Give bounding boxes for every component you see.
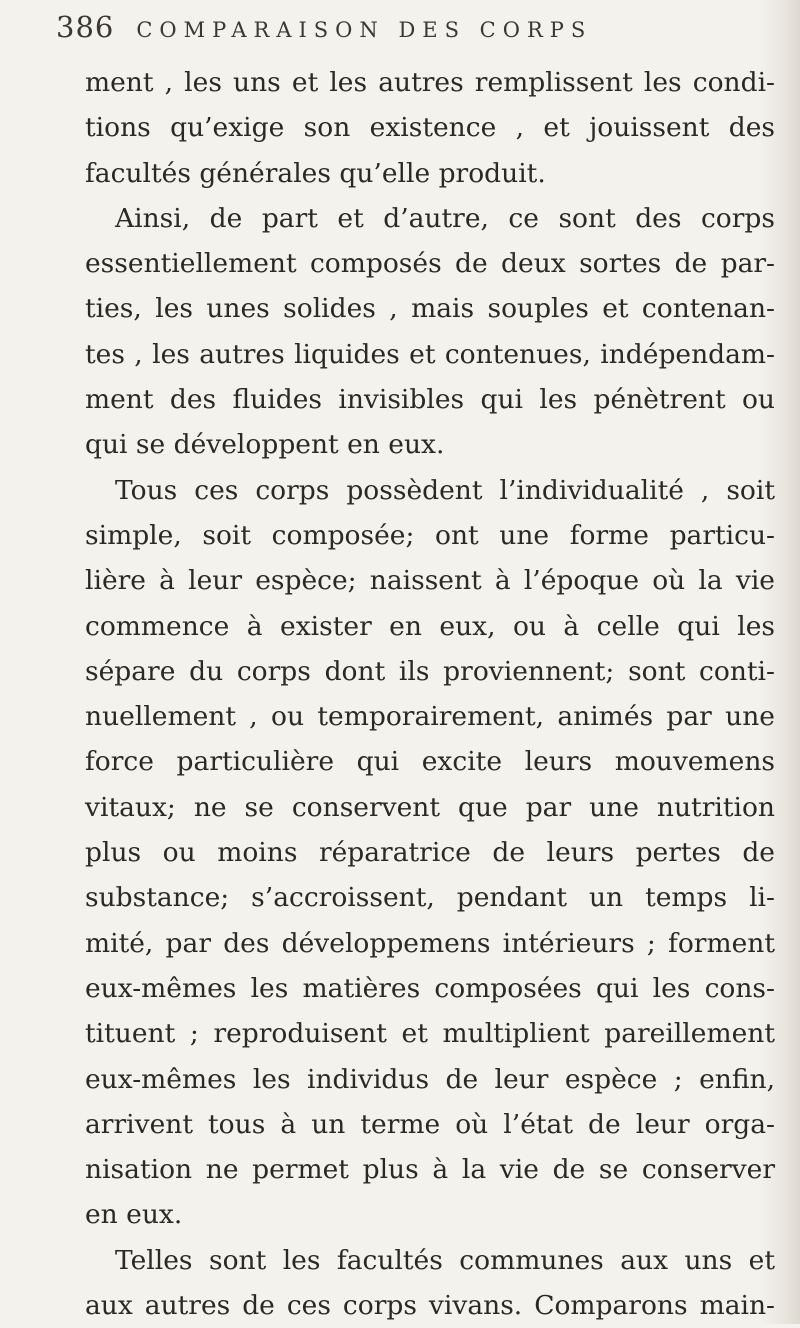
text-line: en eux.: [85, 1199, 183, 1231]
text-line: ment , les uns et les autres remplissent les condi-: [85, 67, 775, 98]
text-line: arrivent tous à un terme où l’état de leur orga-: [85, 1108, 775, 1140]
text-line: substance; s’accroissent, pendant un temps li-: [85, 882, 775, 914]
text-line: simple, soit composée; ont une forme particu-: [85, 519, 775, 551]
text-line: Ainsi, de part et d’autre, ce sont des corps: [115, 202, 775, 234]
text-line: nisation ne permet plus à la vie de se conserver: [85, 1154, 775, 1186]
text-line: ment des fluides invisibles qui les pénètrent ou: [85, 384, 775, 416]
body-text: [85, 60, 775, 1328]
text-line: vitaux; ne se conservent que par une nutrition: [85, 791, 775, 823]
text-line: aux autres de ces corps vivans. Comparons main-: [85, 1290, 775, 1322]
page-number: 386: [56, 10, 115, 44]
text-line: ties, les unes solides , mais souples et contenan-: [85, 293, 775, 325]
text-line: lière à leur espèce; naissent à l’époque où la vie: [85, 565, 775, 597]
running-head: COMPARAISON DES CORPS: [136, 18, 593, 42]
text-line: facultés générales qu’elle produit.: [85, 157, 546, 189]
text-line: mité, par des développemens intérieurs ; forment: [85, 927, 775, 959]
text-line: Telles sont les facultés communes aux uns et: [115, 1244, 775, 1276]
text-line: force particulière qui excite leurs mouvemens: [85, 746, 775, 778]
text-line: plus ou moins réparatrice de leurs pertes de: [85, 837, 775, 869]
text-line: tituent ; reproduisent et multiplient pareillement: [85, 1018, 775, 1050]
text-line: eux-mêmes les matières composées qui les cons-: [85, 972, 775, 1004]
text-line: eux-mêmes les individus de leur espèce ; enfin,: [85, 1063, 775, 1095]
text-line: sépare du corps dont ils proviennent; sont conti-: [85, 655, 775, 687]
text-line: Tous ces corps possèdent l’individualité , soit: [115, 474, 775, 506]
text-line: commence à exister en eux, ou à celle qui les: [85, 610, 775, 642]
text-line: essentiellement composés de deux sortes de par-: [85, 248, 775, 280]
text-line: tes , les autres liquides et contenues, indépendam-: [85, 338, 775, 370]
text-line: tions qu’exige son existence , et jouissent des: [85, 112, 775, 144]
text-line: nuellement , ou temporairement, animés par une: [85, 701, 775, 733]
text-line: qui se développent en eux.: [85, 429, 445, 461]
